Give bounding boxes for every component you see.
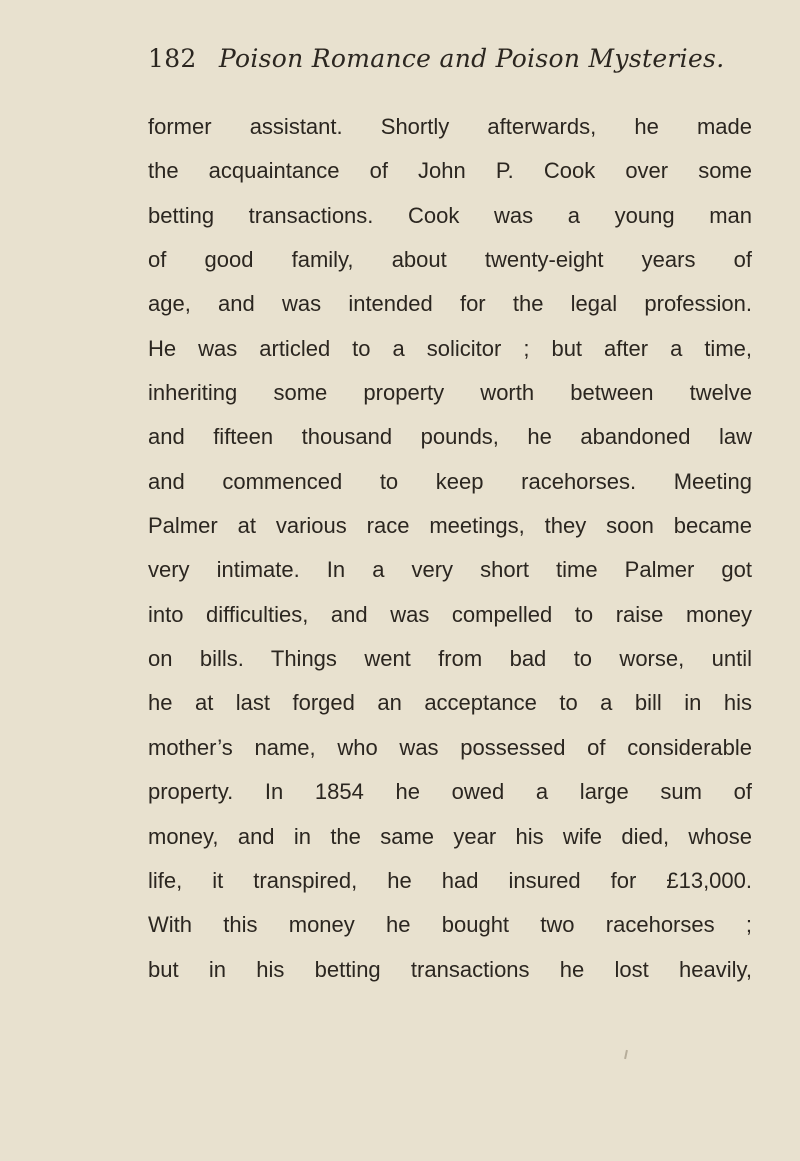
running-title: Poison Romance and Poison Mysteries. (218, 44, 725, 73)
text-line: Palmer at various race meetings, they soon became (148, 513, 752, 539)
text-line: former assistant. Shortly afterwards, he made (148, 114, 752, 139)
text-line: life, it transpired, he had insured for £13,000. (148, 867, 752, 893)
text-line: and commenced to keep racehorses. Meeting (148, 468, 752, 494)
text-line: but in his betting transactions he lost heavily, (148, 956, 752, 982)
text-line: into difficulties, and was compelled to raise money (148, 601, 752, 627)
text-line: and fifteen thousand pounds, he abandoned law (148, 424, 752, 450)
text-line: the acquaintance of John P. Cook over some (148, 158, 752, 184)
paper-speck (624, 1050, 628, 1059)
page-number: 182 (148, 44, 197, 73)
text-line: age, and was intended for the legal profession. (148, 291, 752, 317)
text-line: mother’s name, who was possessed of considerable (148, 734, 752, 760)
text-line: of good family, about twenty-eight years of (148, 247, 752, 273)
text-line: very intimate. In a very short time Palmer got (148, 557, 752, 583)
text-line: inheriting some property worth between twelve (148, 380, 752, 406)
text-line: With this money he bought two racehorses ; (148, 912, 752, 938)
text-line: on bills. Things went from bad to worse, until (148, 646, 752, 672)
text-line: money, and in the same year his wife died, whose (148, 823, 752, 849)
text-line: property. In 1854 he owed a large sum of (148, 779, 752, 805)
text-line: betting transactions. Cook was a young man (148, 202, 752, 228)
body-text (148, 105, 752, 992)
text-line: He was articled to a solicitor ; but after a time, (148, 335, 752, 361)
running-head (148, 44, 724, 73)
text-line: he at last forged an acceptance to a bill in his (148, 690, 752, 716)
